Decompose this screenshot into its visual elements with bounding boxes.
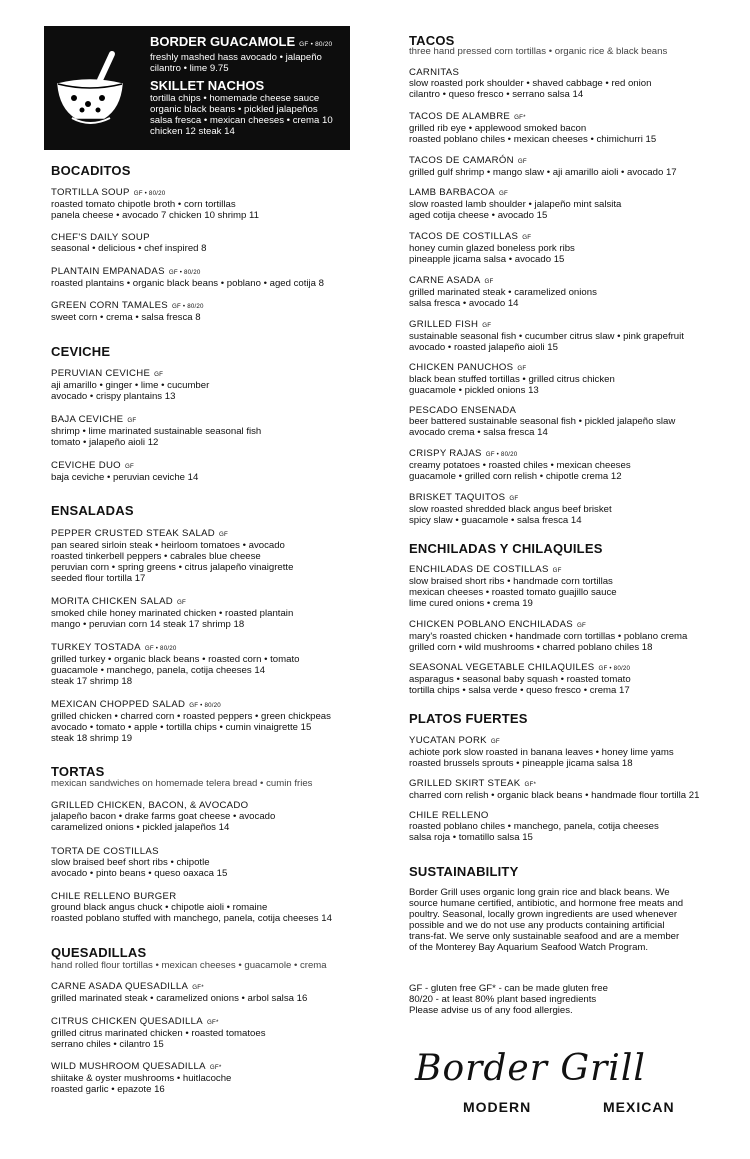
- diet-tag: GF • 80/20: [133, 190, 166, 197]
- item-desc: mexican cheeses • roasted tomato guajillo sauce: [409, 587, 617, 598]
- item-desc: beer battered sustainable seasonal fish • pickled jalapeño slaw: [409, 416, 676, 427]
- item-name: GRILLED SKIRT STEAK: [409, 778, 521, 789]
- menu-item: [51, 460, 381, 483]
- diet-tag: GF: [177, 599, 187, 606]
- menu-item: [409, 662, 739, 696]
- item-desc: ground black angus chuck • chipotle aioli • romaine: [51, 902, 268, 913]
- item-name: CARNE ASADA: [409, 275, 481, 286]
- text-line: possible and we do not use any products containing artificial: [409, 920, 665, 931]
- diet-tag: GF • 80/20: [299, 41, 333, 48]
- item-name: TACOS DE COSTILLAS: [409, 231, 519, 242]
- item-name: PESCADO ENSENADA: [409, 405, 517, 416]
- section-title-tacos: TACOS: [409, 33, 455, 48]
- diet-tag: GF: [482, 322, 492, 329]
- item-desc: jalapeño bacon • drake farms goat cheese • avocado: [51, 811, 276, 822]
- section-title-tortas: TORTAS: [51, 764, 105, 779]
- menu-item: [409, 67, 739, 100]
- item-desc: cilantro • lime 9.75: [150, 63, 229, 74]
- promo-item-guacamole: [150, 34, 346, 74]
- border-grill-logo: [415, 1048, 685, 1120]
- item-desc: steak 17 shrimp 18: [51, 676, 133, 687]
- item-desc: slow roasted pork shoulder • shaved cabbage • red onion: [409, 78, 652, 89]
- diet-tag: GF • 80/20: [168, 269, 201, 276]
- item-name: BAJA CEVICHE: [51, 414, 124, 425]
- item-desc: avocado • crispy plantains 13: [51, 391, 176, 402]
- menu-item: [51, 642, 381, 687]
- item-desc: grilled citrus marinated chicken • roasted tomatoes: [51, 1028, 266, 1039]
- item-name: YUCATAN PORK: [409, 735, 487, 746]
- item-desc: chicken 12 steak 14: [150, 126, 235, 137]
- menu-item: [409, 111, 739, 145]
- item-name: TACOS DE ALAMBRE: [409, 111, 511, 122]
- item-desc: guacamole • manchego, panela, cotija cheeses 14: [51, 665, 266, 676]
- item-desc: mango • peruvian corn 14 steak 17 shrimp 18: [51, 619, 245, 630]
- item-desc: grilled corn • wild mushrooms • charred poblano chiles 18: [409, 642, 653, 653]
- diet-tag: GF: [154, 371, 164, 378]
- item-desc: roasted plantains • organic black beans • poblano • aged cotija 8: [51, 278, 325, 289]
- item-desc: tortilla chips • salsa verde • queso fresco • crema 17: [409, 685, 630, 696]
- item-name: PEPPER CRUSTED STEAK SALAD: [51, 528, 216, 539]
- menu-item: [51, 187, 381, 221]
- item-desc: seasonal • delicious • chef inspired 8: [51, 243, 207, 254]
- item-desc: asparagus • seasonal baby squash • roasted tomato: [409, 674, 631, 685]
- item-desc: salsa fresca • avocado 14: [409, 298, 519, 309]
- text-line: trans-fat. We serve only sustainable seafood and are a member: [409, 931, 680, 942]
- text-line: poultry. Seasonal, locally grown ingredients are used whenever: [409, 909, 678, 920]
- item-desc: grilled marinated steak • caramelized onions: [409, 287, 597, 298]
- item-desc: grilled rib eye • applewood smoked bacon: [409, 123, 587, 134]
- section-subtitle: three hand pressed corn tortillas • organic rice & black beans: [409, 46, 668, 57]
- item-desc: grilled chicken • charred corn • roasted peppers • green chickpeas: [51, 711, 331, 722]
- item-name: LAMB BARBACOA: [409, 187, 496, 198]
- section-title-platos: PLATOS FUERTES: [409, 711, 528, 726]
- diet-tag: GF: [499, 190, 509, 197]
- item-desc: serrano chiles • cilantro 15: [51, 1039, 164, 1050]
- item-name: CHICKEN PANUCHOS: [409, 362, 514, 373]
- item-name: GRILLED FISH: [409, 319, 479, 330]
- item-desc: avocado • roasted jalapeño aioli 15: [409, 342, 558, 353]
- menu-item: [51, 414, 381, 448]
- item-desc: slow braised beef short ribs • chipotle: [51, 857, 210, 868]
- menu-item: [409, 362, 739, 396]
- item-desc: achiote pork slow roasted in banana leaves • honey lime yams: [409, 747, 674, 758]
- item-desc: shiitake & oyster mushrooms • huitlacoche: [51, 1073, 232, 1084]
- item-name: BRISKET TAQUITOS: [409, 492, 506, 503]
- menu-item: [409, 405, 739, 438]
- section-title-ceviche: CEVICHE: [51, 344, 111, 359]
- item-desc: cilantro • queso fresco • serrano salsa 14: [409, 89, 584, 100]
- item-desc: roasted poblano stuffed with manchego, panela, cotija cheeses 14: [51, 913, 332, 924]
- item-desc: smoked chile honey marinated chicken • roasted plantain: [51, 608, 294, 619]
- diet-tag: GF: [219, 531, 229, 538]
- menu-item: [51, 232, 381, 254]
- diet-tag: GF: [552, 567, 562, 574]
- item-desc: roasted brussels sprouts • pineapple jicama salsa 18: [409, 758, 633, 769]
- text-line: source humane certified, antibiotic, and hormone free meats and: [409, 898, 684, 909]
- menu-item: [51, 1061, 381, 1095]
- menu-item: [409, 778, 739, 801]
- item-name: TACOS DE CAMARÓN: [409, 155, 514, 166]
- menu-item: [409, 492, 739, 526]
- sustainability-text: [409, 887, 709, 953]
- item-name: GREEN CORN TAMALES: [51, 300, 168, 311]
- menu-item: [51, 981, 381, 1004]
- item-desc: roasted tomato chipotle broth • corn tortillas: [51, 199, 236, 210]
- section-title-sustainability: SUSTAINABILITY: [409, 864, 519, 879]
- menu-item: [409, 231, 739, 265]
- item-desc: lime cured onions • crema 19: [409, 598, 533, 609]
- item-desc: pan seared sirloin steak • heirloom tomatoes • avocado: [51, 540, 285, 551]
- menu-item: [51, 596, 381, 630]
- menu-item: [51, 699, 381, 744]
- diet-tag: GF: [522, 234, 532, 241]
- diet-tag: GF: [517, 158, 527, 165]
- menu-item: [51, 368, 381, 402]
- item-desc: avocado • pinto beans • queso oaxaca 15: [51, 868, 228, 879]
- diet-tag: GF • 80/20: [598, 665, 631, 672]
- item-desc: charred corn relish • organic black beans • handmade flour tortilla 21: [409, 790, 700, 801]
- menu-item: [51, 266, 381, 289]
- item-desc: tortilla chips • homemade cheese sauce: [150, 93, 320, 104]
- item-name: CARNE ASADA QUESADILLA: [51, 981, 189, 992]
- item-name: CHILE RELLENO BURGER: [51, 891, 177, 902]
- item-name: MORITA CHICKEN SALAD: [51, 596, 174, 607]
- menu-item: [409, 319, 739, 353]
- item-name: CHEF'S DAILY SOUP: [51, 232, 150, 243]
- diet-tag: GF*: [206, 1019, 219, 1026]
- logo-tagline-right: MEXICAN: [603, 1099, 675, 1115]
- item-desc: grilled gulf shrimp • mango slaw • aji amarillo aioli • avocado 17: [409, 167, 677, 178]
- item-desc: mary's roasted chicken • handmade corn tortillas • poblano crema: [409, 631, 688, 642]
- diet-tag: GF • 80/20: [189, 702, 221, 709]
- menu-item: [409, 448, 739, 482]
- item-name: TURKEY TOSTADA: [51, 642, 141, 653]
- item-name: CITRUS CHICKEN QUESADILLA: [51, 1016, 203, 1027]
- section-subtitle: mexican sandwiches on homemade telera bread • cumin fries: [51, 778, 313, 789]
- diet-tag: GF*: [514, 114, 526, 121]
- item-desc: sustainable seasonal fish • cucumber citrus slaw • pink grapefruit: [409, 331, 684, 342]
- item-desc: shrimp • lime marinated sustainable seasonal fish: [51, 426, 262, 437]
- item-desc: honey cumin glazed boneless pork ribs: [409, 243, 575, 254]
- item-desc: baja ceviche • peruvian ceviche 14: [51, 472, 199, 483]
- menu-item: [51, 1016, 381, 1050]
- guacamole-bowl-icon: [54, 48, 126, 128]
- item-name: SKILLET NACHOS: [150, 78, 265, 93]
- item-name: SEASONAL VEGETABLE CHILAQUILES: [409, 662, 595, 673]
- diet-tag: GF*: [524, 781, 537, 788]
- item-name: ENCHILADAS DE COSTILLAS: [409, 564, 549, 575]
- legend-line: 80/20 - at least 80% plant based ingredients: [409, 994, 597, 1005]
- item-desc: organic black beans • pickled jalapeños: [150, 104, 318, 115]
- diet-tag: GF*: [209, 1064, 222, 1071]
- item-name: MEXICAN CHOPPED SALAD: [51, 699, 186, 710]
- item-name: CARNITAS: [409, 67, 460, 78]
- item-desc: roasted poblano chiles • manchego, panela, cotija cheeses: [409, 821, 659, 832]
- diet-tag: GF • 80/20: [172, 303, 204, 310]
- item-name: TORTA DE COSTILLAS: [51, 846, 159, 857]
- legend-line: Please advise us of any food allergies.: [409, 1005, 573, 1016]
- item-desc: pineapple jicama salsa • avocado 15: [409, 254, 565, 265]
- item-desc: tomato • jalapeño aioli 12: [51, 437, 159, 448]
- diet-tag: GF*: [192, 984, 204, 991]
- section-title-quesadillas: QUESADILLAS: [51, 945, 147, 960]
- menu-item: [409, 187, 739, 221]
- diet-tag: GF • 80/20: [144, 645, 177, 652]
- section-title-enchiladas: ENCHILADAS Y CHILAQUILES: [409, 541, 603, 556]
- section-subtitle: hand rolled flour tortillas • mexican cheeses • guacamole • crema: [51, 960, 327, 971]
- diet-tag: GF: [490, 738, 500, 745]
- item-desc: avocado crema • salsa fresca 14: [409, 427, 548, 438]
- diet-tag: GF: [509, 495, 519, 502]
- item-desc: spicy slaw • guacamole • salsa fresca 14: [409, 515, 582, 526]
- menu-item: [51, 528, 381, 584]
- diet-tag: GF: [127, 417, 137, 424]
- item-name: TORTILLA SOUP: [51, 187, 130, 198]
- item-desc: grilled marinated steak • caramelized onions • arbol salsa 16: [51, 993, 308, 1004]
- item-name: CRISPY RAJAS: [409, 448, 482, 459]
- diet-tag: GF: [577, 622, 587, 629]
- menu-item: [409, 619, 739, 653]
- item-desc: panela cheese • avocado 7 chicken 10 shrimp 11: [51, 210, 259, 221]
- item-desc: freshly mashed hass avocado • jalapeño: [150, 52, 322, 63]
- item-desc: steak 18 shrimp 19: [51, 733, 133, 744]
- promo-box: [44, 26, 350, 150]
- item-desc: aji amarillo • ginger • lime • cucumber: [51, 380, 210, 391]
- item-desc: aged cotija cheese • avocado 15: [409, 210, 548, 221]
- diet-tag: GF: [484, 278, 494, 285]
- menu-item: [409, 735, 739, 769]
- item-desc: sweet corn • crema • salsa fresca 8: [51, 312, 201, 323]
- menu-item: [51, 800, 381, 833]
- promo-item-nachos: [150, 78, 346, 137]
- item-desc: slow roasted shredded black angus beef brisket: [409, 504, 612, 515]
- item-desc: salsa fresca • mexican cheeses • crema 10: [150, 115, 333, 126]
- item-desc: seeded flour tortilla 17: [51, 573, 146, 584]
- item-desc: roasted garlic • epazote 16: [51, 1084, 165, 1095]
- item-name: BORDER GUACAMOLE: [150, 34, 296, 49]
- item-name: CHICKEN POBLANO ENCHILADAS: [409, 619, 574, 630]
- item-desc: guacamole • pickled onions 13: [409, 385, 539, 396]
- item-desc: slow braised short ribs • handmade corn tortillas: [409, 576, 613, 587]
- item-desc: caramelized onions • pickled jalapeños 14: [51, 822, 230, 833]
- menu-item: [51, 300, 381, 323]
- text-line: of the Monterey Bay Aquarium Seafood Watch Program.: [409, 942, 649, 953]
- item-desc: guacamole • grilled corn relish • chipotle crema 12: [409, 471, 622, 482]
- menu-item: [409, 810, 739, 843]
- item-name: WILD MUSHROOM QUESADILLA: [51, 1061, 206, 1072]
- diet-tag: GF • 80/20: [485, 451, 518, 458]
- item-desc: slow roasted lamb shoulder • jalapeño mint salsita: [409, 199, 622, 210]
- menu-item: [409, 155, 739, 178]
- item-desc: roasted tinkerbell peppers • cabrales blue cheese: [51, 551, 261, 562]
- menu-item: [51, 846, 381, 879]
- item-desc: salsa roja • tomatillo salsa 15: [409, 832, 533, 843]
- section-title-bocaditos: BOCADITOS: [51, 163, 131, 178]
- item-desc: black bean stuffed tortillas • grilled citrus chicken: [409, 374, 615, 385]
- section-title-ensaladas: ENSALADAS: [51, 503, 134, 518]
- diet-tag: GF: [517, 365, 527, 372]
- menu-item: [409, 564, 739, 609]
- item-name: GRILLED CHICKEN, BACON, & AVOCADO: [51, 800, 249, 811]
- menu-item: [409, 275, 739, 309]
- diet-tag: GF: [124, 463, 134, 470]
- item-name: CHILE RELLENO: [409, 810, 489, 821]
- item-desc: creamy potatoes • roasted chiles • mexican cheeses: [409, 460, 631, 471]
- menu-item: [51, 891, 381, 924]
- item-desc: avocado • tomato • apple • tortilla chips • cumin vinaigrette 15: [51, 722, 312, 733]
- item-desc: roasted poblano chiles • mexican cheeses • chimichurri 15: [409, 134, 657, 145]
- legend-line: GF - gluten free GF* - can be made gluten free: [409, 983, 608, 994]
- item-name: PERUVIAN CEVICHE: [51, 368, 151, 379]
- item-desc: grilled turkey • organic black beans • roasted corn • tomato: [51, 654, 300, 665]
- logo-script: Border Grill: [415, 1048, 646, 1089]
- logo-tagline-left: MODERN: [463, 1099, 532, 1115]
- item-desc: peruvian corn • spring greens • citrus jalapeño vinaigrette: [51, 562, 294, 573]
- text-line: Border Grill uses organic long grain rice and black beans. We: [409, 887, 670, 898]
- item-name: PLANTAIN EMPANADAS: [51, 266, 165, 277]
- diet-legend: [409, 983, 709, 1016]
- item-name: CEVICHE DUO: [51, 460, 121, 471]
